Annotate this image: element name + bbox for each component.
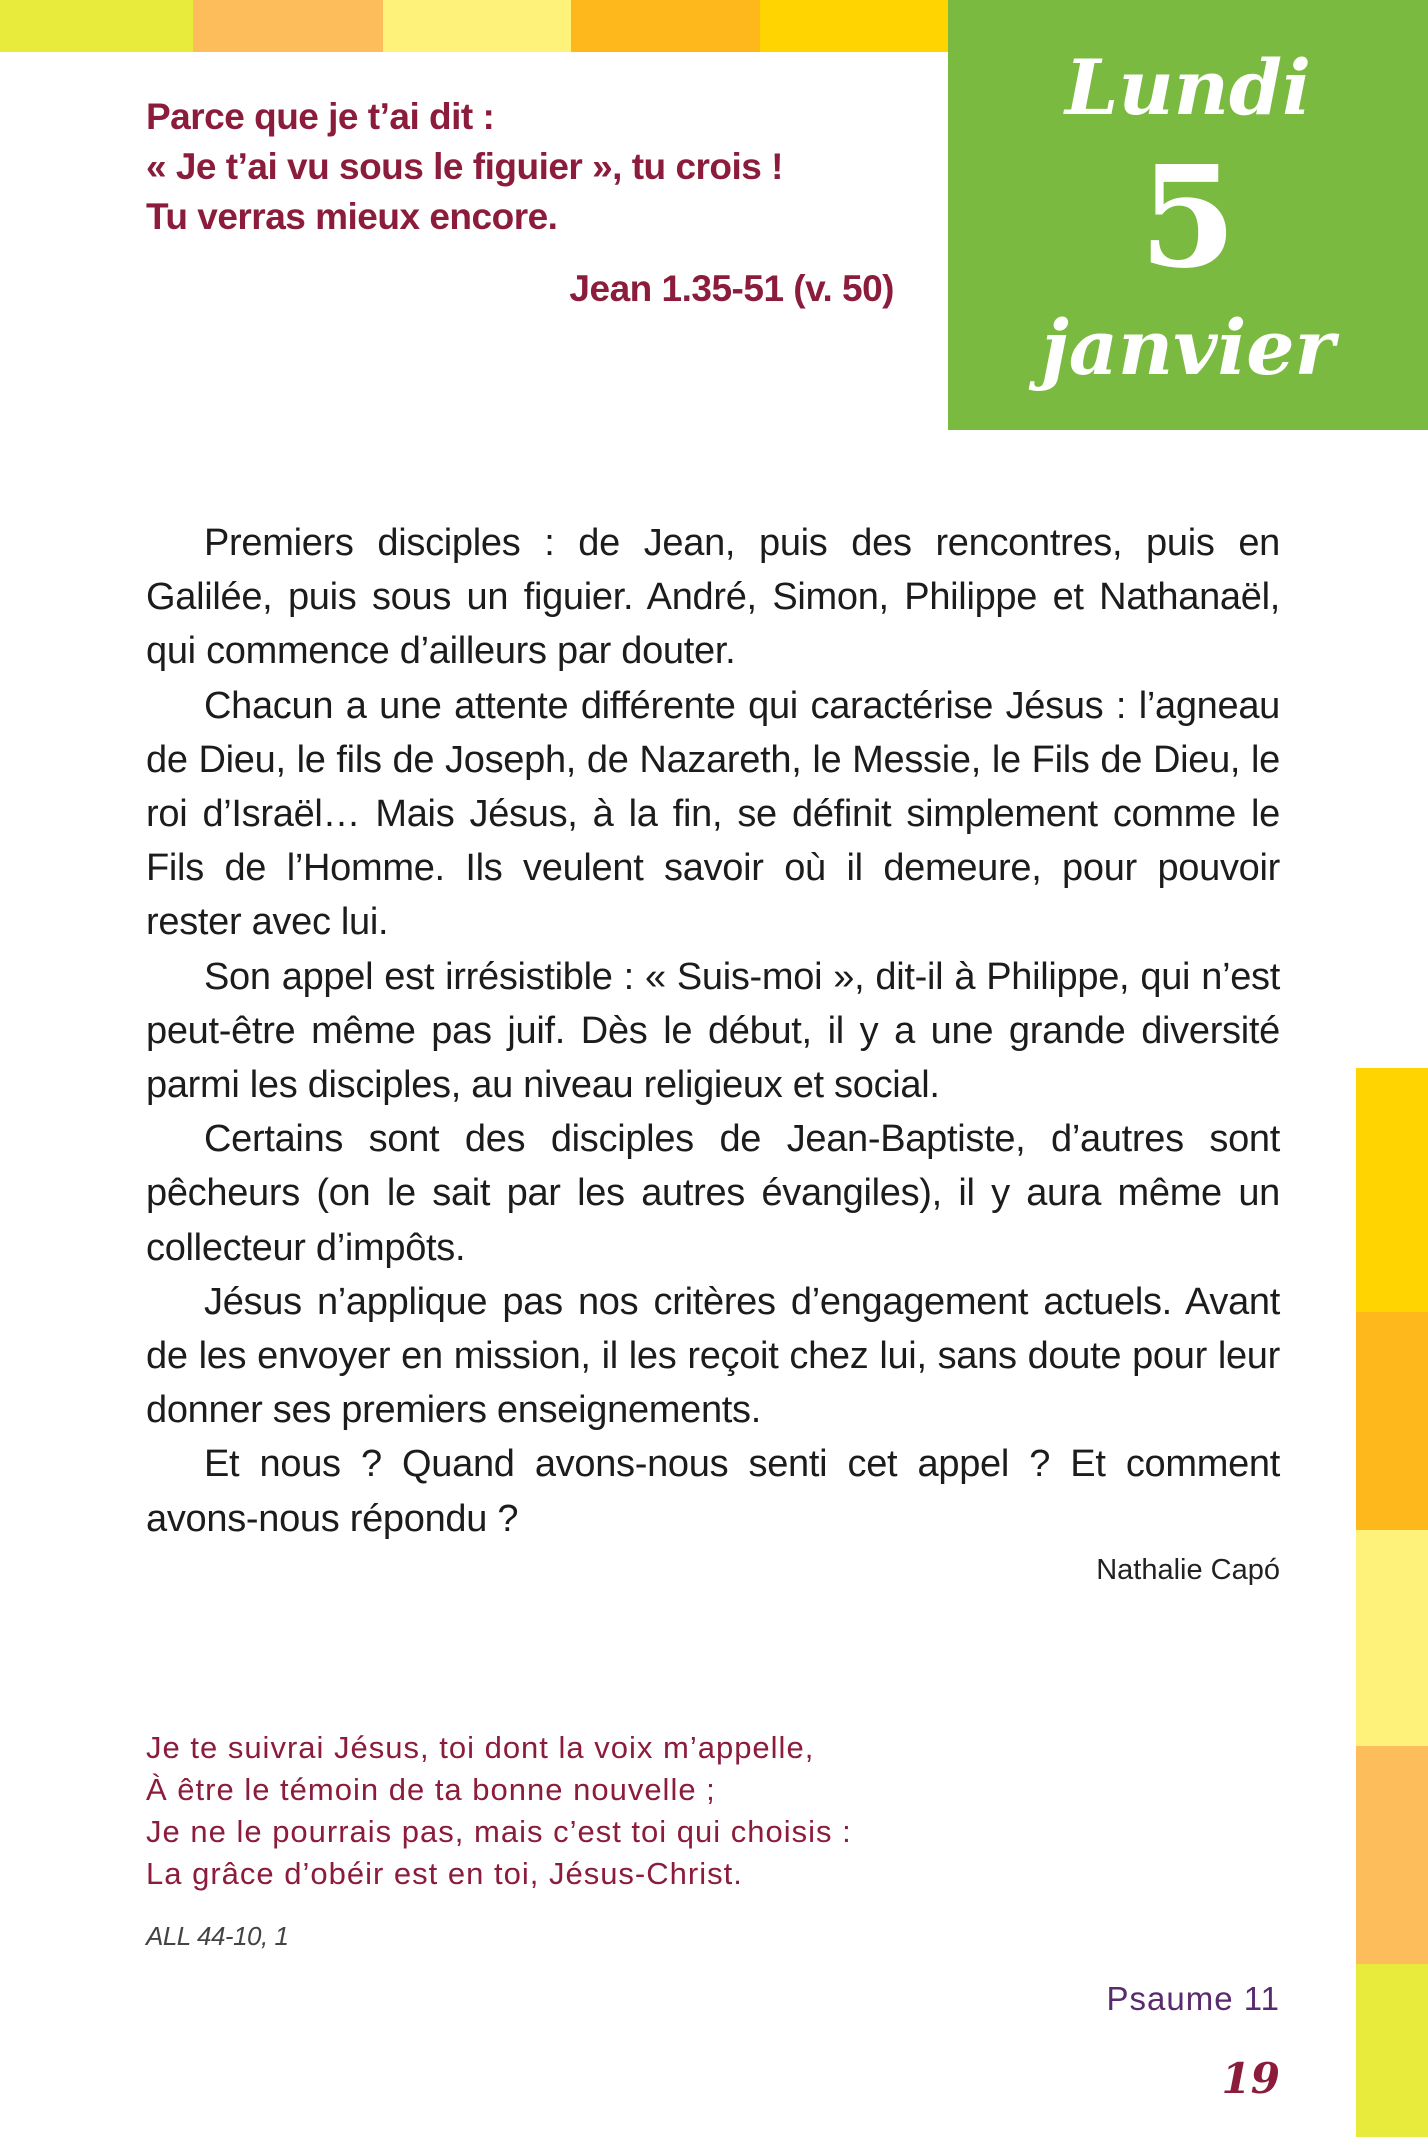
hymn-line: À être le témoin de ta bonne nouvelle ; (146, 1772, 716, 1807)
hymn-verse (146, 1727, 1046, 1895)
right-band-segment (1356, 1530, 1428, 1746)
verse-line: Parce que je t’ai dit : (146, 96, 495, 137)
date-day: Lundi (1065, 43, 1311, 132)
right-band-segment (1356, 1746, 1428, 1964)
author-name: Nathalie Capó (1096, 1554, 1280, 1586)
right-band-segment (1356, 1964, 1428, 2137)
top-band-segment (760, 0, 948, 52)
hymn-line: La grâce d’obéir est en toi, Jésus-Christ. (146, 1856, 743, 1891)
meditation-text (146, 516, 1280, 1546)
body-paragraph: Et nous ? Quand avons-nous senti cet appel ? Et comment avons-nous répondu ? (146, 1443, 1280, 1540)
date-month: janvier (1041, 303, 1335, 392)
date-box (948, 0, 1428, 430)
verse-line: « Je t’ai vu sous le figuier », tu crois ! (146, 146, 783, 187)
right-band-segment (1356, 1068, 1428, 1312)
verse-reference: Jean 1.35-51 (v. 50) (569, 268, 894, 309)
top-band-segment (571, 0, 760, 52)
right-band-segment (1356, 1312, 1428, 1530)
body-paragraph: Chacun a une attente différente qui caractérise Jésus : l’agneau de Dieu, le fils de Joseph, de Nazareth, le Messie, le Fils de Dieu, le roi d’Israël… Mais Jésus, à la fin, se définit simplement comme le Fils de l’Homme. Ils veulent savoir où il demeure, pour pouvoir rester avec lui. (146, 684, 1280, 944)
hymn-line: Je ne le pourrais pas, mais c’est toi qui choisis : (146, 1814, 852, 1849)
body-paragraph: Certains sont des disciples de Jean-Baptiste, d’autres sont pêcheurs (on le sait par les autres évangiles), il y aura même un collecteur d’impôts. (146, 1118, 1280, 1269)
body-paragraph: Premiers disciples : de Jean, puis des rencontres, puis en Galilée, puis sous un figuier. André, Simon, Philippe et Nathanaël, qui commence d’ailleurs par douter. (146, 522, 1280, 673)
page-number: 19 (1221, 2054, 1280, 2103)
hymn-reference: ALL 44-10, 1 (146, 1921, 289, 1951)
verse-line: Tu verras mieux encore. (146, 196, 558, 237)
body-paragraph: Son appel est irrésistible : « Suis-moi », dit-il à Philippe, qui n’est peut-être même pas juif. Dès le début, il y a une grande diversité parmi les disciples, au niveau religieux et social. (146, 955, 1280, 1107)
top-band-segment (0, 0, 193, 52)
hymn-line: Je te suivrai Jésus, toi dont la voix m’appelle, (146, 1730, 815, 1765)
date-number: 5 (1139, 136, 1237, 300)
verse-quote (146, 92, 906, 242)
body-paragraph: Jésus n’applique pas nos critères d’engagement actuels. Avant de les envoyer en mission, il les reçoit chez lui, sans doute pour leur donner ses premiers enseignements. (146, 1280, 1280, 1432)
psalm-reference: Psaume 11 (1106, 1980, 1280, 2017)
top-band-segment (193, 0, 383, 52)
top-band-segment (383, 0, 571, 52)
